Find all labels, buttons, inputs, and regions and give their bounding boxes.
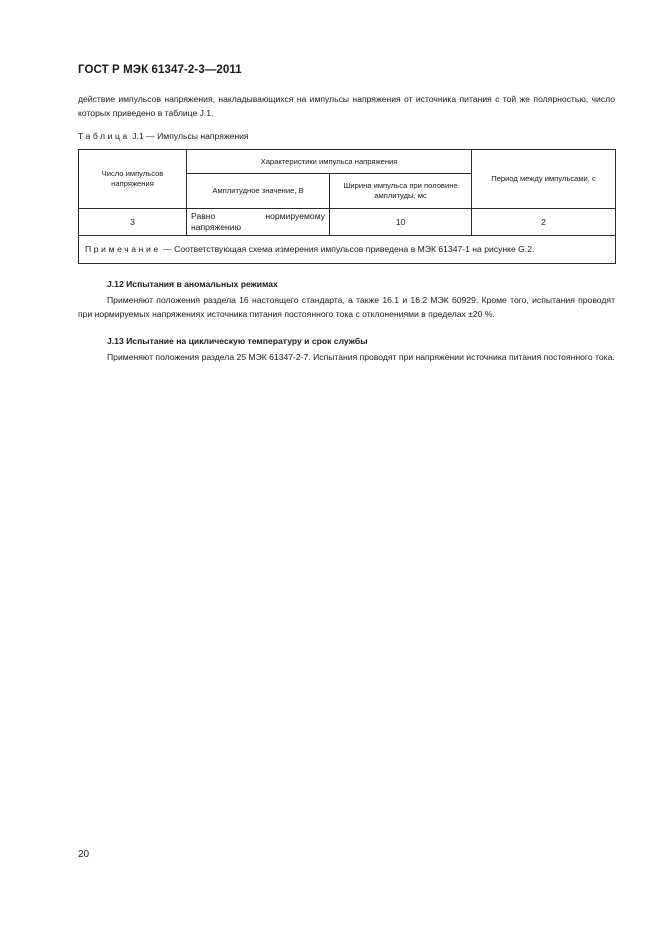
cell-period: 2: [472, 209, 616, 236]
impulse-table: [78, 149, 616, 264]
page-number: 20: [78, 849, 90, 860]
cell-count: 3: [79, 209, 187, 236]
section-text-j12: Применяют положения раздела 16 настоящего стандарта, а также 16.1 и 16.2 МЭК 60929. Кроме того, испытания проводят при нормируемых напряжениях источника питания постоянного тока с отклонениями в пределах ±20 %.: [78, 295, 615, 319]
table-row: [79, 209, 616, 236]
table-caption: [78, 131, 249, 141]
header-count: Число импульсов напряжения: [79, 150, 187, 209]
note-text: — Соответствующая схема измерения импульсов приведена в МЭК 61347-1 на рисунке G.2.: [160, 243, 535, 254]
section-text-j13: Применяют положения раздела 25 МЭК 61347-2-7. Испытания проводят при напряжении источника питания постоянного тока.: [107, 352, 615, 362]
cell-amplitude: Равно нормируемому напряжению: [187, 209, 330, 236]
header-width: Ширина импульса при половине амплитуды, мс: [330, 174, 472, 209]
header-period: Период между импульсами, с: [472, 150, 616, 209]
intro-paragraph: действие импульсов напряжения, накладывающихся на импульсы напряжения от источника питания с той же полярностью, число которых приведено в таблице J.1.: [78, 94, 615, 118]
section-title-j12: J.12 Испытания в аномальных режимах: [107, 279, 278, 289]
table-caption-text: J.1 — Импульсы напряжения: [132, 131, 249, 141]
table-note: [79, 236, 616, 264]
section-title-j13: J.13 Испытание на циклическую температуру и срок службы: [107, 336, 368, 346]
document-header: ГОСТ Р МЭК 61347-2-3—2011: [78, 64, 242, 76]
table-caption-label: Таблица: [78, 131, 130, 141]
header-amplitude: Амплитудное значение, В: [187, 174, 330, 209]
note-label: Примечание: [85, 243, 161, 254]
header-characteristics: Характеристики импульса напряжения: [187, 150, 472, 174]
cell-width: 10: [330, 209, 472, 236]
